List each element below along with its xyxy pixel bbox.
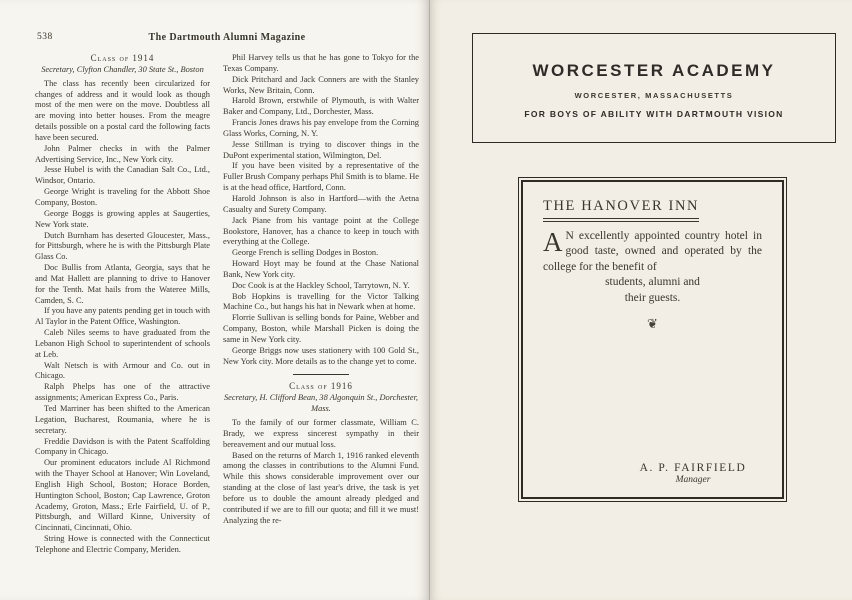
- hanover-ad-title: THE HANOVER INN: [543, 198, 699, 219]
- fleuron-ornament-icon: ❦: [647, 317, 658, 332]
- paragraph: Freddie Davidson is with the Patent Scaffolding Company in Chicago.: [35, 436, 210, 457]
- paragraph: Based on the returns of March 1, 1916 ranked eleventh among the classes in contributions to the Alumni Fund. While this shows considerable improvement over our standing at the close of last year's drive, the task is yet before us to double the amount already pledged and contributed if we are to fill our quota; and fill it we must! Analyzing the re-: [223, 450, 419, 525]
- magazine-right-page: [430, 0, 852, 600]
- paragraph: students, alumni and: [605, 276, 700, 288]
- paragraph: Doc Bullis from Atlanta, Georgia, says that he and Mat Hallett are planning to drive to Hanover for the Tenth. Mat hails from the Wateree Mills, Camden, S. C.: [35, 263, 210, 305]
- page-number: 538: [37, 32, 53, 42]
- paragraph: Howard Hoyt may be found at the Chase National Bank, New York city.: [223, 259, 419, 279]
- manager-name: A. P. FAIRFIELD: [639, 462, 747, 474]
- secretary-line-1914: Secretary, Clyfton Chandler, 30 State St., Boston: [41, 64, 204, 74]
- column-1: [35, 53, 210, 598]
- paragraph: John Palmer checks in with the Palmer Advertising Service, Inc., New York city.: [35, 143, 210, 164]
- paragraph: Dick Pritchard and Jack Conners are with the Stanley Works, New Britain, Conn.: [223, 74, 419, 95]
- section-divider-rule: [293, 374, 349, 375]
- manager-title: Manager: [675, 475, 711, 485]
- paragraph: Harold Brown, erstwhile of Plymouth, is with Walter Baker and Company, Ltd., Dorchester, Mass.: [223, 96, 419, 117]
- section-heading-1914: Class of 1914: [90, 53, 155, 63]
- paragraph: Harold Johnson is also in Hartford—with the Aetna Casualty and Surety Company.: [223, 193, 419, 214]
- paragraph: String Howe is connected with the Connecticut Telephone and Electric Company, Meriden.: [35, 534, 210, 554]
- hanover-inn-ad-inner: [521, 180, 784, 499]
- paragraph: To the family of our former classmate, William C. Brady, we express sincerest sympathy in their bereavement and our mutual loss.: [223, 418, 419, 449]
- worcester-academy-ad: [472, 33, 836, 143]
- paragraph: Florrie Sullivan is selling bonds for Paine, Webber and Company, Boston, while Marshall Picken is doing the same in New York city.: [223, 313, 419, 344]
- text-columns: [35, 53, 419, 598]
- paragraph: Doc Cook is at the Hackley School, Tarrytown, N. Y.: [232, 280, 410, 290]
- paragraph: George Briggs now uses stationery with 100 Gold St., New York city. More details as to the change yet to come.: [223, 345, 419, 366]
- paragraph: Phil Harvey tells us that he has gone to Tokyo for the Texas Company.: [223, 53, 419, 73]
- column-1-paragraphs: [35, 79, 210, 556]
- worcester-ad-tagline: FOR BOYS OF ABILITY WITH DARTMOUTH VISION: [524, 109, 784, 119]
- hanover-body-text: N excellently appointed country hotel in good taste, owned and operated by the college for the benefit of: [543, 229, 762, 273]
- paragraph: Our prominent educators include Al Richmond with the Thayer School at Hanover; Win Loveland, English High School, Boston; Horace Borden, Huntington School, Boston; Cap Lawrence, Groton Academy, Groton, Mass.; Erle Fairfield, U. of P., Pittsburgh, and Willard Kinne, University of Cincinnati, Cincinnati, Ohio.: [35, 458, 210, 533]
- page-header: [35, 30, 419, 46]
- hanover-dropcap: A: [543, 226, 563, 257]
- worcester-ad-location: WORCESTER, MASSACHUSETTS: [574, 91, 734, 100]
- column-2-paragraphs: [223, 418, 419, 526]
- paragraph: George Boggs is growing apples at Saugerties, New York state.: [35, 208, 210, 229]
- section-heading-1916: Class of 1916: [289, 381, 353, 392]
- paragraph: Jesse Hubel is with the Canadian Salt Co., Ltd., Windsor, Ontario.: [35, 165, 210, 186]
- paragraph: Jack Piane from his vantage point at the College Bookstore, Hanover, has a chance to keep in touch with everything at the College.: [223, 215, 419, 247]
- paragraph: If you have any patents pending get in touch with Al Taylor in the Patent Office, Washington.: [35, 306, 210, 327]
- paragraph: George French is selling Dodges in Boston.: [232, 248, 379, 258]
- hanover-signature-block: [618, 462, 768, 485]
- paragraph: George Wright is traveling for the Abbott Shoe Company, Boston.: [35, 187, 210, 207]
- paragraph: Ralph Phelps has one of the attractive assignments; American Express Co., Paris.: [35, 382, 210, 403]
- magazine-title: The Dartmouth Alumni Magazine: [148, 32, 306, 43]
- paragraph: their guests.: [624, 291, 681, 304]
- paragraph: Walt Netsch is with Armour and Co. out in Chicago.: [35, 360, 210, 381]
- paragraph: Ted Marriner has been shifted to the American Legation, Bucharest, Roumania, where he is secretary.: [35, 404, 210, 435]
- hanover-ad-body: [543, 226, 762, 276]
- hanover-inn-ad: [518, 177, 787, 502]
- paragraph: Caleb Niles seems to have graduated from the Lebanon High School to superintendent of schools at Leb.: [35, 328, 210, 359]
- paragraph: Francis Jones draws his pay envelope from the Corning Glass Works, Corning, N. Y.: [223, 118, 419, 138]
- secretary-line-1916: Secretary, H. Clifford Bean, 38 Algonquin St., Dorchester, Mass.: [223, 393, 419, 414]
- paragraph: The class has recently been circularized for changes of address and it would look as though most of the men were on the move. Doubtless all are moving into better houses. From the meagre details possible on a postal card the following facts have been secured.: [35, 78, 210, 142]
- worcester-ad-title: WORCESTER ACADEMY: [532, 61, 776, 80]
- column-2: [223, 53, 419, 598]
- paragraph: Bob Hopkins is travelling for the Victor Talking Machine Co., but hangs his hat in Newark when at home.: [223, 291, 419, 312]
- column-2-paragraphs-top: [223, 53, 419, 367]
- paragraph: If you have been visited by a representative of the Fuller Brush Company perhaps Phil Smith is to blame. He is at the head office, Hartford, Conn.: [223, 161, 419, 193]
- paragraph: Dutch Burnham has deserted Gloucester, Mass., for Pittsburgh, where he is with the Pittsburgh Plate Glass Co.: [35, 230, 210, 262]
- paragraph: Jesse Stillman is trying to discover things in the DuPont experimental station, Wilmington, Del.: [223, 139, 419, 160]
- hanover-body-centered-lines: [543, 275, 762, 306]
